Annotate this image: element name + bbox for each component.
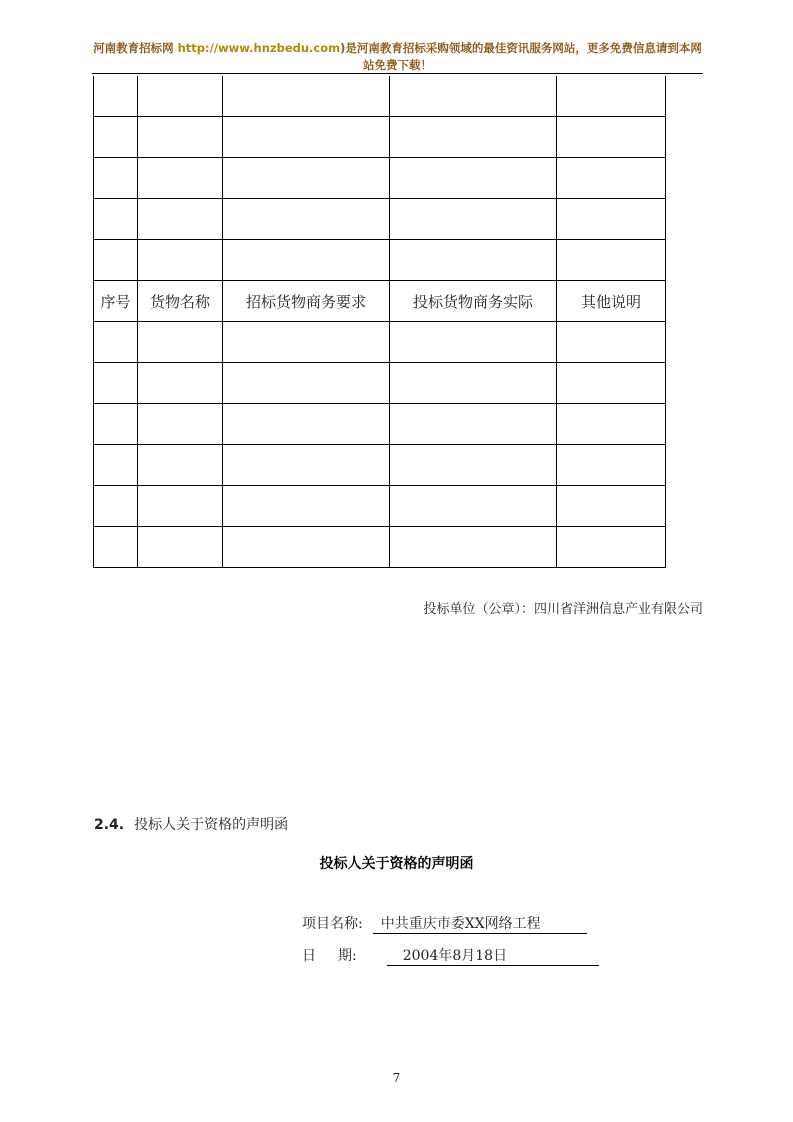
table-cell xyxy=(94,199,138,240)
page-number: 7 xyxy=(392,1071,401,1085)
table-cell xyxy=(390,363,557,404)
table-cell xyxy=(390,117,557,158)
bidder-signature: 投标单位（公章）：四川省洋洲信息产业有限公司 xyxy=(423,602,703,617)
table-cell xyxy=(223,404,390,445)
table-header-cell: 货物名称 xyxy=(138,281,223,322)
table-row xyxy=(94,404,666,445)
section-title: 投标人关于资格的声明函 xyxy=(134,817,289,833)
table-cell xyxy=(557,158,666,199)
table-cell xyxy=(557,445,666,486)
project-name-field xyxy=(302,913,587,934)
table-cell xyxy=(557,404,666,445)
table-cell xyxy=(138,527,223,568)
table-cell xyxy=(557,363,666,404)
table-cell xyxy=(390,486,557,527)
table-cell xyxy=(390,199,557,240)
header-divider xyxy=(92,73,703,74)
table-cell xyxy=(94,486,138,527)
table-row xyxy=(94,199,666,240)
project-name-label: 项目名称: xyxy=(302,916,363,932)
table-cell xyxy=(223,158,390,199)
table-row xyxy=(94,76,666,117)
date-label-part1: 日 xyxy=(302,948,316,964)
table-header-row xyxy=(94,281,666,322)
table-cell xyxy=(557,486,666,527)
table-cell xyxy=(94,445,138,486)
table-row xyxy=(94,117,666,158)
table-cell xyxy=(138,158,223,199)
document-title: 投标人关于资格的声明函 xyxy=(319,856,474,872)
table-cell xyxy=(138,322,223,363)
table-cell xyxy=(138,486,223,527)
table-cell xyxy=(557,199,666,240)
date-label-part2: 期: xyxy=(338,948,357,964)
table-cell xyxy=(390,445,557,486)
table-cell xyxy=(390,76,557,117)
table-cell xyxy=(138,363,223,404)
section-heading xyxy=(94,814,288,834)
table-row xyxy=(94,486,666,527)
date-value: 2004年8月18日 xyxy=(387,948,599,966)
table-cell xyxy=(390,404,557,445)
table-header-cell: 序号 xyxy=(94,281,138,322)
table-row xyxy=(94,527,666,568)
table-cell xyxy=(390,322,557,363)
table-cell xyxy=(223,363,390,404)
table-cell xyxy=(138,445,223,486)
table-cell xyxy=(94,404,138,445)
table-cell xyxy=(94,322,138,363)
table-cell xyxy=(223,527,390,568)
table-cell xyxy=(557,527,666,568)
table-cell xyxy=(223,486,390,527)
table-cell xyxy=(390,240,557,281)
table-row xyxy=(94,240,666,281)
table-cell xyxy=(94,527,138,568)
table-cell xyxy=(94,240,138,281)
table-cell xyxy=(138,404,223,445)
page-header xyxy=(92,40,703,74)
table-row xyxy=(94,363,666,404)
table-cell xyxy=(223,117,390,158)
date-field xyxy=(302,945,599,966)
table-header-cell: 其他说明 xyxy=(557,281,666,322)
project-name-value: 中共重庆市委XX网络工程 xyxy=(373,916,587,934)
table-cell xyxy=(557,322,666,363)
table-cell xyxy=(557,76,666,117)
table-cell xyxy=(223,445,390,486)
table-cell xyxy=(223,76,390,117)
table-row xyxy=(94,445,666,486)
table-cell xyxy=(138,199,223,240)
table-row xyxy=(94,322,666,363)
table-cell xyxy=(138,76,223,117)
table-cell xyxy=(94,158,138,199)
commercial-deviation-table xyxy=(93,76,666,568)
table-row xyxy=(94,158,666,199)
table-cell xyxy=(390,527,557,568)
table-cell xyxy=(223,199,390,240)
header-tagline: )是河南教育招标采购领域的最佳资讯服务网站，更多免费信息请到本网站免费下载！ xyxy=(340,41,702,72)
table-cell xyxy=(138,117,223,158)
table-cell xyxy=(223,240,390,281)
section-number: 2.4. xyxy=(94,817,125,833)
table-header-cell: 投标货物商务实际 xyxy=(390,281,557,322)
table-cell xyxy=(94,363,138,404)
table-cell xyxy=(223,322,390,363)
header-site-name: 河南教育招标网 xyxy=(93,41,174,55)
header-url-link[interactable]: http://www.hnzbedu.com xyxy=(177,41,341,55)
table-cell xyxy=(138,240,223,281)
table-cell xyxy=(94,117,138,158)
table-header-cell: 招标货物商务要求 xyxy=(223,281,390,322)
table-cell xyxy=(390,158,557,199)
table-cell xyxy=(94,76,138,117)
table-cell xyxy=(557,117,666,158)
table-cell xyxy=(557,240,666,281)
